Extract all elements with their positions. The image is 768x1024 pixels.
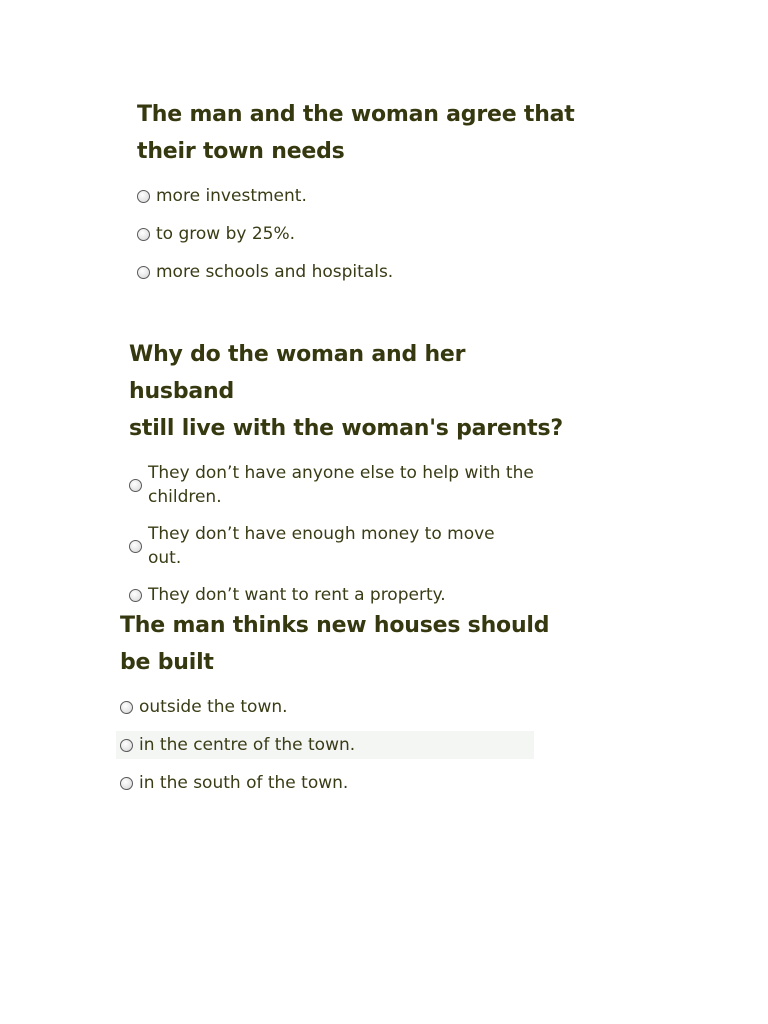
option-label <box>148 461 534 509</box>
question-1-title <box>137 96 577 170</box>
radio-unselected-icon[interactable] <box>129 479 142 492</box>
radio-unselected-icon[interactable] <box>120 701 133 714</box>
question-title-line: still live with the woman's parents? <box>129 416 563 441</box>
question-title-line: their town needs <box>137 139 345 164</box>
option-more-investment[interactable] <box>137 182 577 210</box>
option-label: in the centre of the town. <box>139 735 356 755</box>
question-title-line: Why do the woman and her husband <box>129 342 466 404</box>
option-label: more investment. <box>156 186 307 206</box>
option-label: They don’t want to rent a property. <box>148 585 446 605</box>
option-label-line: They don’t have anyone else to help with the <box>148 463 534 483</box>
option-not-enough-money[interactable] <box>129 520 569 572</box>
option-label: in the south of the town. <box>139 773 349 793</box>
radio-unselected-icon[interactable] <box>120 777 133 790</box>
radio-unselected-icon[interactable] <box>120 739 133 752</box>
option-dont-want-to-rent[interactable] <box>129 581 569 609</box>
question-2-options <box>129 459 569 609</box>
question-3-options <box>120 693 560 797</box>
radio-unselected-icon[interactable] <box>129 540 142 553</box>
question-3-title <box>120 607 560 681</box>
radio-unselected-icon[interactable] <box>137 266 150 279</box>
radio-unselected-icon[interactable] <box>137 190 150 203</box>
option-south-of-town[interactable] <box>120 769 560 797</box>
radio-unselected-icon[interactable] <box>129 589 142 602</box>
option-label-line: They don’t have enough money to move <box>148 524 495 544</box>
option-grow-by-25[interactable] <box>137 220 577 248</box>
option-label: to grow by 25%. <box>156 224 296 244</box>
option-schools-hospitals[interactable] <box>137 258 577 286</box>
question-1 <box>137 96 577 296</box>
option-label: more schools and hospitals. <box>156 262 394 282</box>
question-3 <box>120 607 560 807</box>
question-title-line: The man thinks new houses should <box>120 613 550 638</box>
question-1-options <box>137 182 577 286</box>
option-outside-town[interactable] <box>120 693 560 721</box>
question-title-line: The man and the woman agree that <box>137 102 575 127</box>
option-label: outside the town. <box>139 697 288 717</box>
question-2 <box>129 336 569 619</box>
question-title-line: be built <box>120 650 214 675</box>
option-centre-of-town[interactable] <box>116 731 534 759</box>
radio-unselected-icon[interactable] <box>137 228 150 241</box>
option-label <box>148 522 495 570</box>
option-no-help-with-children[interactable] <box>129 459 569 511</box>
option-label-line: children. <box>148 487 222 507</box>
question-2-title <box>129 336 569 447</box>
option-label-line: out. <box>148 548 182 568</box>
